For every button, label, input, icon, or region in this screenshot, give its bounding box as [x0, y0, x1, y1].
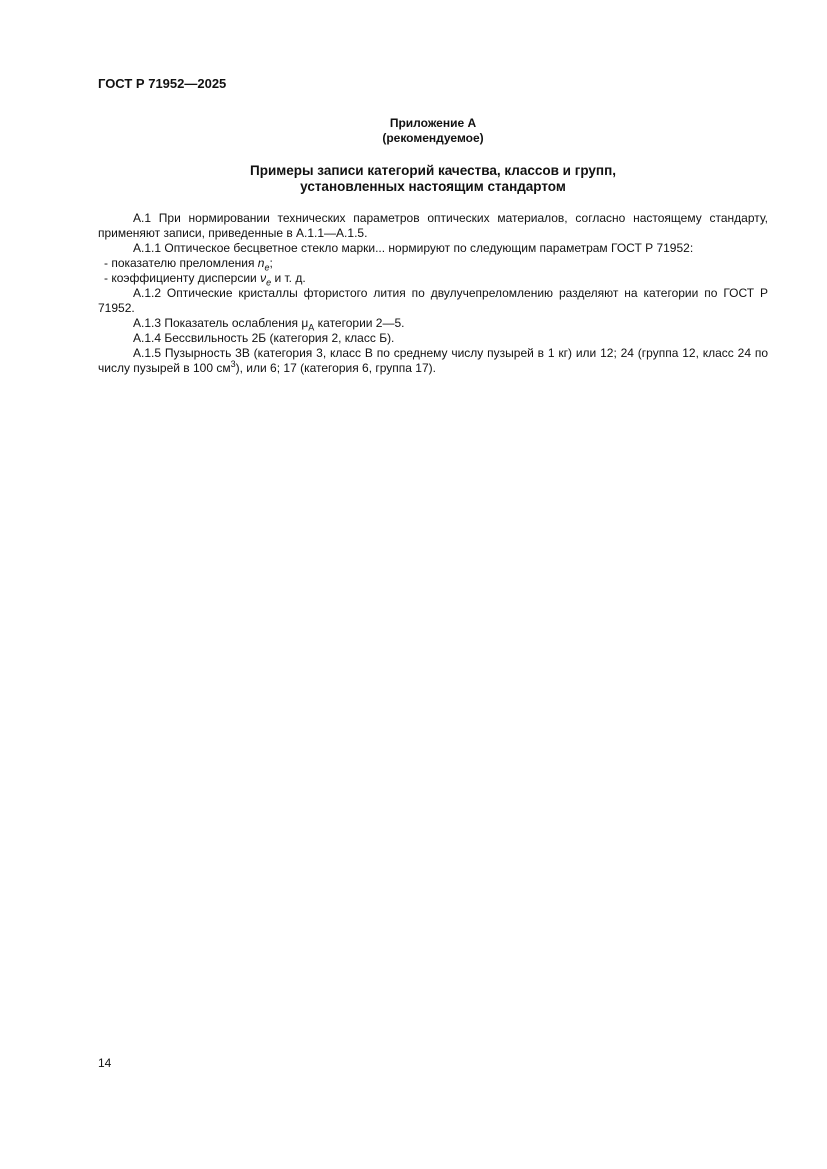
superscript-3: 3: [230, 359, 236, 369]
paragraph-a1-5: [98, 346, 768, 376]
list-item-text: - коэффициенту дисперсии: [104, 271, 261, 285]
annex-title-line2: установленных настоящим стандартом: [300, 179, 566, 194]
list-item-refraction: [98, 256, 768, 271]
list-item-text: - показателю преломления: [104, 256, 258, 270]
variable-nu: ν: [260, 271, 267, 285]
subscript-a: A: [308, 322, 315, 333]
paragraph-text: А.1.5 Пузырность 3В (категория 3, класс В по среднему числу пузырей в 1 кг) или 12; 24 (группа 12, класс 24 по числу пузырей в 100 см: [98, 346, 768, 375]
annex-title-line1: Примеры записи категорий качества, классов и групп,: [250, 163, 616, 178]
paragraph-a1: А.1 При нормировании технических параметров оптических материалов, согласно настоящему стандарту, применяют записи, приведенные в А.1.1—А.1.5.: [98, 211, 768, 240]
paragraph-a1-3: [98, 316, 768, 331]
variable-mu: μ: [301, 316, 309, 330]
annex-title: [98, 163, 768, 195]
page-number: 14: [98, 1056, 112, 1070]
paragraph-text-end: ), или 6; 17 (категория 6, группа 17).: [235, 361, 436, 375]
variable-n: n: [257, 256, 265, 270]
annex-label: Приложение А: [389, 116, 477, 130]
list-item-end: и т. д.: [271, 271, 306, 285]
paragraph-text-end: категории 2—5.: [314, 316, 405, 330]
paragraph-a1-4: А.1.4 Бессвильность 2Б (категория 2, класс Б).: [133, 331, 395, 345]
standard-header: ГОСТ Р 71952—2025: [98, 76, 227, 91]
annex-type: (рекомендуемое): [382, 131, 484, 145]
list-item-end: ;: [269, 256, 273, 270]
paragraph-a1-2: А.1.2 Оптические кристаллы фтористого лития по двулучепреломлению разделяют на категории по ГОСТ Р 71952.: [98, 286, 768, 315]
paragraph-a1-1: А.1.1 Оптическое бесцветное стекло марки... нормируют по следующим параметрам ГОСТ Р 71952:: [133, 241, 694, 255]
subscript-e: e: [264, 262, 270, 273]
annex-body: [98, 211, 768, 376]
paragraph-text: А.1.3 Показатель ослабления: [133, 316, 302, 330]
list-item-dispersion: [98, 271, 768, 286]
subscript-e: e: [266, 277, 272, 288]
